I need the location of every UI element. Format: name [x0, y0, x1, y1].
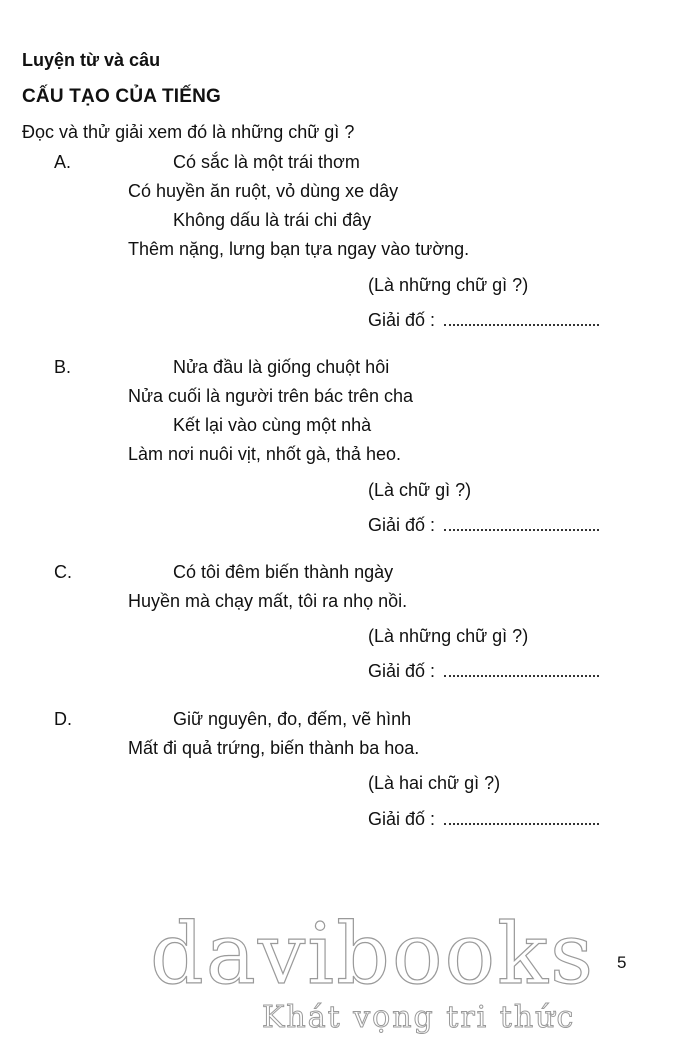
answer-row — [368, 310, 599, 331]
answer-label: Giải đố : — [368, 809, 436, 829]
riddle-line: Nửa đầu là giống chuột hôi — [173, 357, 390, 377]
riddle-question: (Là những chữ gì ?) — [368, 626, 529, 646]
riddle-line: Làm nơi nuôi vịt, nhốt gà, thả heo. — [128, 444, 401, 464]
riddle-line: Mất đi quả trứng, biến thành ba hoa. — [128, 738, 420, 758]
riddle-letter: A. — [54, 152, 72, 172]
instruction-text: Đọc và thử giải xem đó là những chữ gì ? — [22, 122, 355, 142]
riddle-line: Có huyền ăn ruột, vỏ dùng xe dây — [128, 181, 399, 201]
riddle-line: Không dấu là trái chi đây — [173, 210, 372, 230]
riddle-question: (Là hai chữ gì ?) — [368, 773, 501, 793]
page-number: 5 — [617, 953, 627, 972]
answer-label: Giải đố : — [368, 515, 436, 535]
riddle-line: Nửa cuối là người trên bác trên cha — [128, 386, 414, 406]
brand-watermark: davibooks — [150, 905, 596, 1003]
riddle-question: (Là chữ gì ?) — [368, 480, 472, 500]
riddle-line: Giữ nguyên, đo, đếm, vẽ hình — [173, 709, 412, 729]
brand-tagline: Khát vọng tri thức — [262, 1000, 576, 1035]
riddle-line: Có sắc là một trái thơm — [173, 152, 360, 172]
riddle-line: Có tôi đêm biến thành ngày — [173, 562, 394, 582]
section-label: Luyện từ và câu — [22, 50, 161, 70]
answer-row — [368, 661, 599, 682]
riddle-line: Kết lại vào cùng một nhà — [173, 415, 372, 435]
riddle-line: Thêm nặng, lưng bạn tựa ngay vào tường. — [128, 239, 470, 259]
riddle-line: Huyền mà chạy mất, tôi ra nhọ nồi. — [128, 591, 408, 611]
answer-blank[interactable] — [444, 323, 599, 326]
answer-label: Giải đố : — [368, 310, 436, 330]
riddle-letter: C. — [54, 562, 72, 582]
page-title: CẤU TẠO CỦA TIẾNG — [22, 86, 222, 107]
riddle-question: (Là những chữ gì ?) — [368, 275, 529, 295]
answer-label: Giải đố : — [368, 661, 436, 681]
answer-blank[interactable] — [444, 674, 599, 677]
answer-row — [368, 809, 599, 830]
answer-blank[interactable] — [444, 528, 599, 531]
riddle-letter: D. — [54, 709, 72, 729]
answer-row — [368, 515, 599, 536]
answer-blank[interactable] — [444, 822, 599, 825]
riddle-letter: B. — [54, 357, 72, 377]
